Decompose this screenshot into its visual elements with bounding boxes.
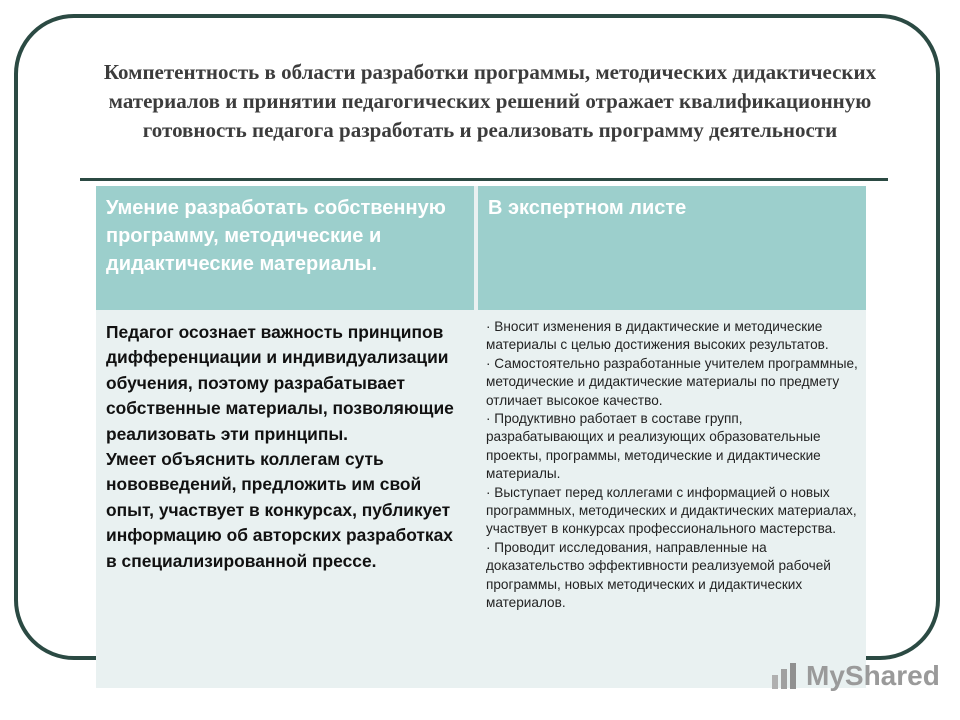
- competency-table: [96, 186, 866, 688]
- criteria-item: · Вносит изменения в дидактические и методические материалы с целью достижения высоких результатов.: [486, 319, 829, 353]
- title-divider: [80, 178, 888, 181]
- table-cell-criteria: [478, 314, 866, 688]
- criteria-item: · Проводит исследования, направленные на доказательство эффективности реализуемой рабочей программы, новых методических и дидактических материалов.: [486, 539, 831, 611]
- criteria-item: · Самостоятельно разработанные учителем программные, методические и дидактические материалы по предмету отличает высокое качество.: [486, 355, 858, 408]
- description-paragraph: Педагог осознает важность принципов дифференциации и индивидуализации обучения, поэтому разрабатывает собственные материалы, позволяющие реализовать эти принципы.: [106, 322, 454, 444]
- description-paragraph: Умеет объяснить коллегам суть нововведений, предложить им свой опыт, участвует в конкурсах, публикует информацию об авторских разработках в специализированной прессе.: [106, 449, 453, 571]
- slide-title: Компетентность в области разработки программы, методических дидактических материалов и принятии педагогических решений отражает квалификационную готовность педагога разработать и реализовать программу деятельности: [103, 60, 877, 142]
- myshared-logo-icon: [770, 661, 800, 691]
- table-cell-description: [96, 314, 474, 688]
- watermark-text: MyShared: [806, 660, 940, 691]
- table-header-expert-sheet: В экспертном листе: [478, 186, 866, 310]
- criteria-item: · Продуктивно работает в составе групп, разрабатывающих и реализующих образовательные проекты, программы, методические и дидактические материалы.: [486, 411, 821, 482]
- watermark: [770, 656, 940, 696]
- criteria-item: · Выступает перед коллегами с информацией о новых программных, методических и дидактических материалах, участвует в конкурсах профессионального мастерства.: [486, 484, 857, 537]
- table-header-skill: Умение разработать собственную программу, методические и дидактические материалы.: [96, 186, 474, 310]
